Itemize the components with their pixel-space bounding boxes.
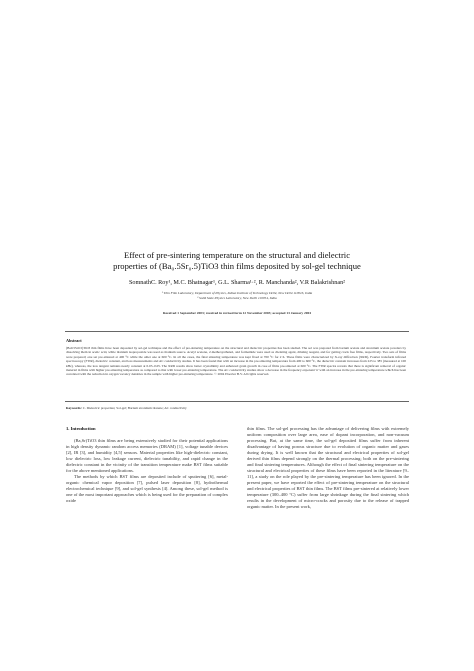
keywords-text: C. Dielectric properties; Sol-gel; Barium strontium titanate; AC conductivity — [82, 406, 187, 410]
author-list: SomnathC. Roy¹, M.C. Bhatnagar¹, G.L. Sharma¹·², R. Manchanda², V.R Balakrishnan² — [128, 279, 346, 286]
introduction-heading: 1. Introduction — [66, 426, 96, 431]
affiliation-1: ¹ Thin Film Laboratory, Department of Physics, Indian Institute of Technology Delhi, New Delhi 110016, India — [161, 291, 313, 295]
left-column — [66, 426, 228, 504]
copyright-line: © 2004 Elsevier B.V. All rights reserved. — [214, 372, 270, 377]
intro-paragraph-continued: thin films. The sol-gel processing has the advantage of delivering films with extremely uniform composition over large area, ease of dopant incorporation, and non-vacuum processing. But, at the same time, the sol-gel deposited films suffer from inherent disadvantage of having porous structure due to evolution of organic matter and gases during drying. It is well known that the structural and electrical properties of sol-gel derived thin films depend strongly on the thermal processing; both on the pre-sintering and final sintering temperatures. Although the effect of final sintering temperature on the structural and electrical properties of these films have been reported in the literature [9–11], a study on the role played by the pre-sintering temperature has been ignored. In the present paper, we have reported the effect of pre-sintering temperature on the structural and electrical properties of BST thin films. The BST films pre-sintered at relatively lower temperature (300–400 °C) suffer from large shrinkage during the final sintering which results in the development of micro-cracks and porosity due to the release of trapped organic matter. In the present work, — [247, 426, 409, 509]
abstract-heading: Abstract — [66, 338, 82, 343]
received-dates: Received 1 September 2003; received in revised form 12 November 2003; accepted 13 January 2004 — [162, 311, 312, 315]
keywords-label: Keywords: — [66, 406, 82, 410]
abstract-body — [66, 346, 406, 377]
abstract-text: (Ba0.5Sr0.5)TiO3 thin films have been deposited by sol-gel technique and the effect of pre-sintering temperature on the structural and dielectric properties has been studied. The sol was prepared from barium acetate and strontium acetate powders by dissolving them in acetic acid, while titanium isopropoxide was used as titanium source. Acetyl acetone, 2-methoxyethanol, and formamide were used as chelating agent, diluting reagent, and for getting crack free films, respectively. Two sets of films were prepared; one set pre-sintered at 400 °C while the other one at 600 °C. In all the cases, the final sintering temperature was kept fixed at 700 °C for 2 h. These films were characterized by X-ray diffraction (XRD), Fourier transform infrared spectroscopy (FTIR), dielectric constant, and loss measurements and AC conductivity studies. It has been found that with an increase in the pre-sintering temperature from 400 to 600 °C, the dielectric constant increases from 225 to 385 (measured at 100 kHz), whereas, the loss tangent remains nearly constant at 0.03–0.05. The XRD results show better crystallinity and enhanced grain growth in case of films pre-sintered at 600 °C. The FTIR spectra reveals that there is significant removal of organic material in films with higher pre-sintering temperature as compared to that with lower pre-sintering temperature. The AC conductivity studies show a decrease in the frequency exponent 'n' with an increase in the pre-sintering temperature which has been correlated with the reduction in oxygen vacancy densities in the sample with higher pre-sintering temperature. — [66, 346, 406, 377]
intro-paragraph-1: (Ba,Sr)TiO3 thin films are being extensively studied for their potential applications in high density dynamic random access memories (DRAM) [1], voltage tunable devices [2], IR [3], and humidity [4,5] sensors. Material properties like high-dielectric constant, low dielectric loss, low leakage current, dielectric tunability, and rapid change in the dielectric constant in the vicinity of the transition temperature make BST films suitable for the above mentioned applications. — [66, 438, 228, 473]
paper-title — [40, 250, 434, 272]
keywords-line — [66, 406, 406, 410]
intro-paragraph-2: The methods by which BST films are deposited include of sputtering [6], metal-organic chemical vapor deposition [7], pulsed laser deposition [8], hydrothermal electrochemical technique [9], and sol-gel synthesis [4]. Among these, sol-gel method is one of the most important approaches which is being used for the preparation of complex oxide — [66, 474, 228, 503]
abstract-top-divider — [65, 331, 409, 332]
title-line-1: Effect of pre-sintering temperature on the structural and dielectric — [123, 250, 351, 260]
abstract-bottom-divider — [65, 401, 409, 402]
affiliation-2: ² Solid State Physics Laboratory, New Delhi 110054, India — [197, 296, 277, 300]
affiliations — [40, 291, 434, 301]
right-column — [247, 426, 409, 510]
title-line-2: properties of (Ba₀.5Sr₀.5)TiO3 thin films deposited by sol-gel technique — [113, 261, 361, 271]
